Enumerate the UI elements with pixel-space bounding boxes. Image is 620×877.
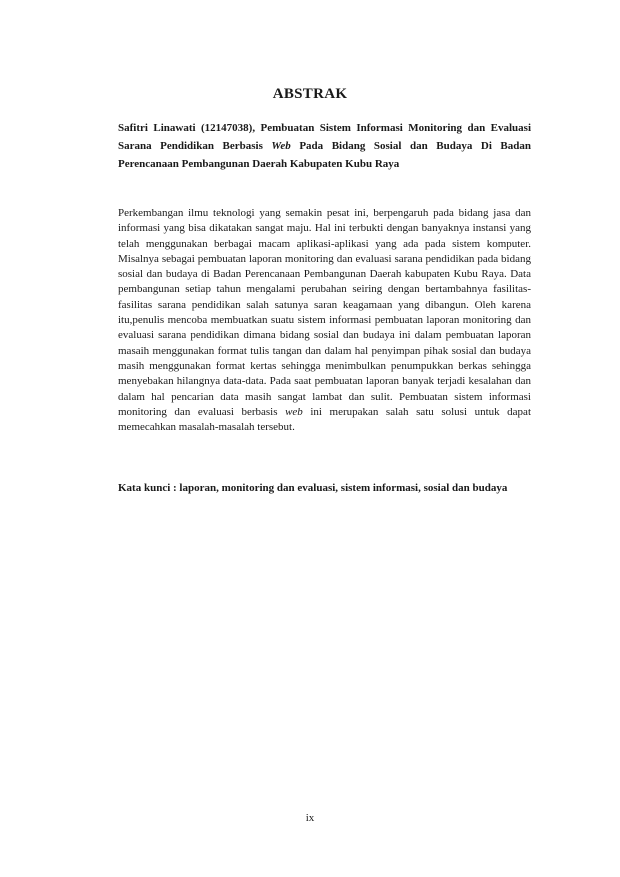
abstract-title: ABSTRAK: [272, 86, 348, 102]
thesis-heading: [118, 119, 531, 173]
heading-text-1: Safitri Linawati (12147038), Pembuatan Sistem Informasi Monitoring dan Evaluasi Sarana Pendidikan Berbasis: [118, 122, 531, 152]
body-web-term: web: [285, 405, 303, 418]
heading-web-term: Web: [271, 140, 291, 152]
heading-text-2: Pada Bidang Sosial dan Budaya Di Badan Perencanaan Pembangunan Daerah Kabupaten Kubu Raya: [118, 140, 531, 170]
page-number: ix: [305, 812, 315, 824]
body-text-2: ini merupakan salah satu solusi untuk dapat memecahkan masalah-masalah tersebut.: [118, 405, 531, 434]
abstract-body: [118, 206, 531, 435]
keywords: Kata kunci : laporan, monitoring dan evaluasi, sistem informasi, sosial dan budaya: [118, 482, 508, 494]
body-text-1: Perkembangan ilmu teknologi yang semakin pesat ini, berpengaruh pada bidang jasa dan informasi yang bisa dikatakan sangat maju. Hal ini terbukti dengan banyaknya instansi yang telah menggunakan berbagai macam aplikasi-aplikasi yang ada pada sistem komputer. Misalnya sebagai pembuatan laporan monitoring dan evaluasi sarana pendidikan pada bidang sosial dan budaya di Badan Perencanaan Pembangunan Daerah kabupaten Kubu Raya. Data pembangunan setiap tahun mengalami perubahan seiring dengan bertambahnya fasilitas-fasilitas sarana pendidikan salah satunya saran keagamaan yang dibangun. Oleh karena itu,penulis mencoba membuatkan suatu sistem informasi pembuatan laporan monitoring dan evaluasi sarana pendidikan dimana bidang sosial dan budaya ini dalam pembuatan laporan masaih menggunakan format tulis tangan dan dalam hal penyimpan pihak sosial dan budaya masih menggunakan format kertas sehingga menimbulkan penumpukkan berkas sehingga menyebakan hilangnya data-data. Pada saat pembuatan laporan banyak terjadi kesalahan dan dalam hal pencarian data masih sangat lambat dan sulit. Pembuatan sistem informasi monitoring dan evaluasi berbasis: [118, 207, 531, 418]
